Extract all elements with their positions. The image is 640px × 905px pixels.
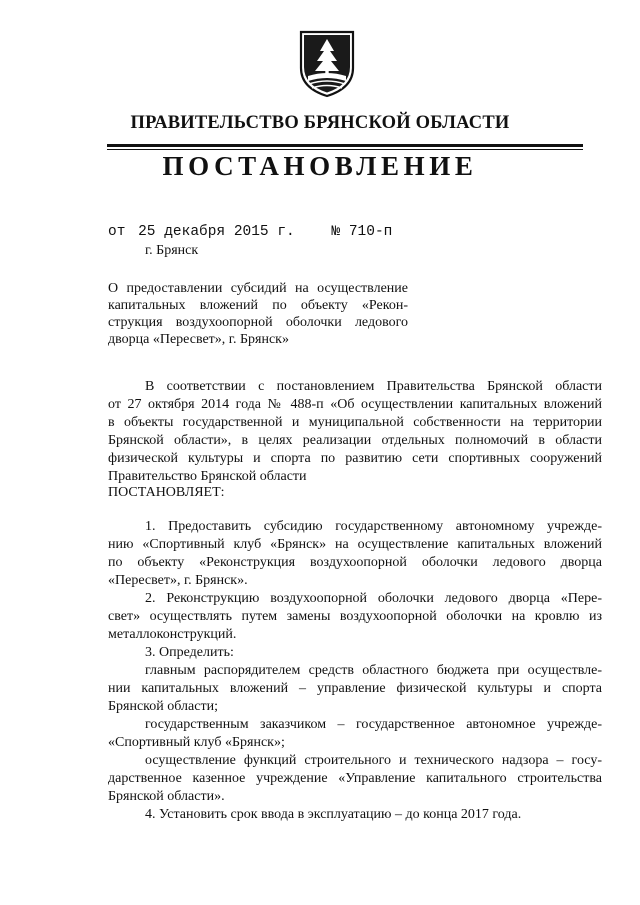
clause-line: государственным заказчиком – государственное автономное учрежде- [145,717,602,732]
clause-line: 3. Определить: [145,645,234,660]
clause-line: нии капитальных вложений – управление физической культуры и спорта [108,681,602,696]
clause-line: Брянской области». [108,789,225,804]
clause-line: главным распорядителем средств областного бюджета при осуществле- [145,663,602,678]
clause-line: свет» осуществлять путем замены воздухоопорной оболочки на кровлю из [108,609,602,624]
government-title: ПРАВИТЕЛЬСТВО БРЯНСКОЙ ОБЛАСТИ [130,113,510,133]
subject-line: струкция воздухоопорной оболочки ледового [108,315,408,330]
subject-line: О предоставлении субсидий на осуществление [108,281,408,296]
preamble-line: физической культуры и спорта по развитию сети спортивных сооружений [108,451,602,466]
preamble-line: Брянской области», в целях реализации отдельных полномочий в области [108,433,602,448]
coat-of-arms-icon [297,26,357,98]
clause-line: металлоконструкций. [108,627,237,642]
document-number: № 710-п [331,224,393,240]
date-number-line [108,224,392,240]
clause-line: «Спортивный клуб «Брянск»; [108,735,285,750]
header-divider-thin [107,149,583,150]
clause-line: 4. Установить срок ввода в эксплуатацию – до конца 2017 года. [145,807,522,822]
clause-line: Брянской области; [108,699,218,714]
preamble-line: Правительство Брянской области [108,469,307,484]
document-place: г. Брянск [145,243,199,258]
clause-line: 2. Реконструкцию воздухоопорной оболочки ледового дворца «Пере- [145,591,602,606]
preamble-line: от 27 октября 2014 года № 488-п «Об осуществлении капитальных вложений [108,397,602,412]
clause-line: по объекту «Реконструкция воздухоопорной оболочки ледового дворца [108,555,602,570]
date-prefix: от [108,224,126,240]
document-date: 25 декабря 2015 г. [138,224,295,240]
clause-line: 1. Предоставить субсидию государственному автономному учрежде- [145,519,602,534]
clause-line: дарственное казенное учреждение «Управление капитального строительства [108,771,602,786]
header-divider [107,144,583,147]
clause-line: осуществление функций строительного и технического надзора – госу- [145,753,602,768]
preamble-line: В соответствии с постановлением Правительства Брянской области [145,379,602,394]
subject-line: дворца «Пересвет», г. Брянск» [108,332,289,347]
preamble-line: в объекты государственной и муниципальной собственности на территории [108,415,602,430]
clause-line: нию «Спортивный клуб «Брянск» на осуществление капитальных вложений [108,537,602,552]
subject-line: капитальных вложений по объекту «Рекон- [108,298,408,313]
document-type-title: ПОСТАНОВЛЕНИЕ [162,151,478,181]
decree-keyword: ПОСТАНОВЛЯЕТ: [108,485,225,500]
clause-line: «Пересвет», г. Брянск». [108,573,248,588]
